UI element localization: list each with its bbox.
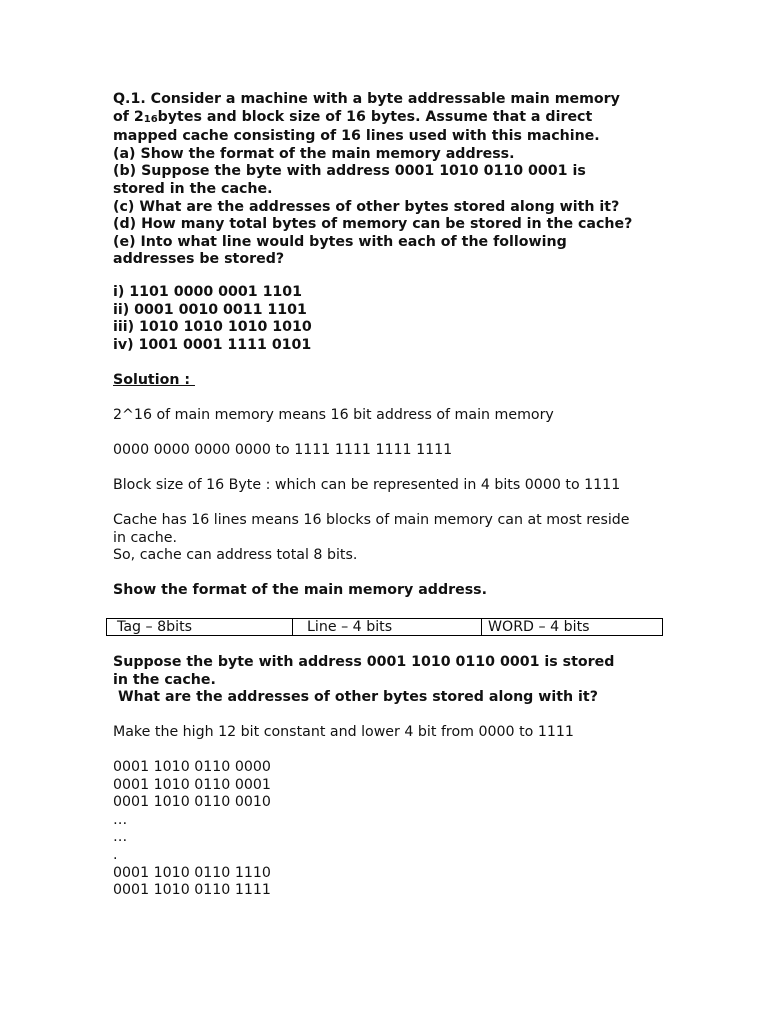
address-range: 0000 0000 0000 0000 to 1111 1111 1111 1111: [113, 442, 453, 458]
question-part-b-cont: stored in the cache.: [113, 180, 273, 197]
list-item: …: [113, 829, 128, 846]
question-line-2-post: bytes and block size of 16 bytes. Assume that a direct: [157, 108, 593, 125]
question-part-d: (d) How many total bytes of memory can be stored in the cache?: [113, 216, 633, 233]
format-heading-block: [113, 582, 673, 600]
format-heading: Show the format of the main memory address.: [113, 582, 488, 598]
solution-heading: Solution :: [113, 372, 195, 388]
line-field-cell: Line – 4 bits: [293, 619, 482, 636]
word-field-cell: WORD – 4 bits: [482, 619, 663, 636]
list-item: 0001 1010 0110 1110: [113, 864, 271, 881]
list-item: 0001 1010 0110 0000: [113, 759, 271, 775]
solution-heading-block: [113, 372, 673, 390]
question-line-2-pre: of 2: [113, 108, 144, 125]
question-part-a: (a) Show the format of the main memory address.: [113, 145, 515, 162]
tag-field-cell: Tag – 8bits: [107, 619, 293, 636]
question-part-c: (c) What are the addresses of other bytes stored along with it?: [113, 198, 620, 215]
question-b-repeat-cont: in the cache.: [113, 671, 216, 688]
question-block: [113, 91, 673, 269]
solution-p3-block: [113, 477, 673, 495]
solution-p2-block: [113, 442, 673, 460]
solution-p5-block: [113, 724, 673, 742]
question-b-repeat: Suppose the byte with address 0001 1010 0110 0001 is stored: [113, 654, 615, 670]
address-item: iii) 1010 1010 1010 1010: [113, 319, 312, 336]
table-row: [107, 619, 663, 636]
list-item: .: [113, 846, 118, 863]
question-part-e: (e) Into what line would bytes with each of the following: [113, 233, 567, 250]
address-sequence: [113, 759, 673, 900]
constant-bits-text: Make the high 12 bit constant and lower 4 bit from 0000 to 1111: [113, 724, 574, 740]
solution-paragraph-1: 2^16 of main memory means 16 bit address of main memory: [113, 407, 554, 423]
exponent-16: 16: [143, 113, 158, 125]
question-part-e-cont: addresses be stored?: [113, 251, 285, 268]
question-line-3: mapped cache consisting of 16 lines used with this machine.: [113, 128, 600, 145]
cache-lines-text-cont: in cache.: [113, 529, 177, 546]
address-item: i) 1101 0000 0001 1101: [113, 284, 303, 300]
cache-bits-text: So, cache can address total 8 bits.: [113, 547, 358, 564]
question-b-c-block: [113, 654, 673, 707]
block-size-text: Block size of 16 Byte : which can be represented in 4 bits 0000 to 1111: [113, 477, 621, 493]
address-format-table: [106, 618, 663, 636]
question-line-1: Q.1. Consider a machine with a byte addressable main memory: [113, 91, 620, 107]
question-line-2: [113, 109, 673, 129]
list-item: …: [113, 811, 128, 828]
list-item: 0001 1010 0110 0010: [113, 794, 271, 811]
question-part-b: (b) Suppose the byte with address 0001 1010 0110 0001 is: [113, 163, 586, 180]
address-list: [113, 284, 673, 354]
list-item: 0001 1010 0110 1111: [113, 882, 271, 899]
solution-p1-block: [113, 407, 673, 425]
question-c-repeat: What are the addresses of other bytes stored along with it?: [113, 689, 598, 706]
solution-p4-block: [113, 512, 673, 565]
list-item: 0001 1010 0110 0001: [113, 776, 271, 793]
address-item: iv) 1001 0001 1111 0101: [113, 336, 312, 353]
address-item: ii) 0001 0010 0011 1101: [113, 301, 307, 318]
cache-lines-text: Cache has 16 lines means 16 blocks of main memory can at most reside: [113, 512, 630, 528]
